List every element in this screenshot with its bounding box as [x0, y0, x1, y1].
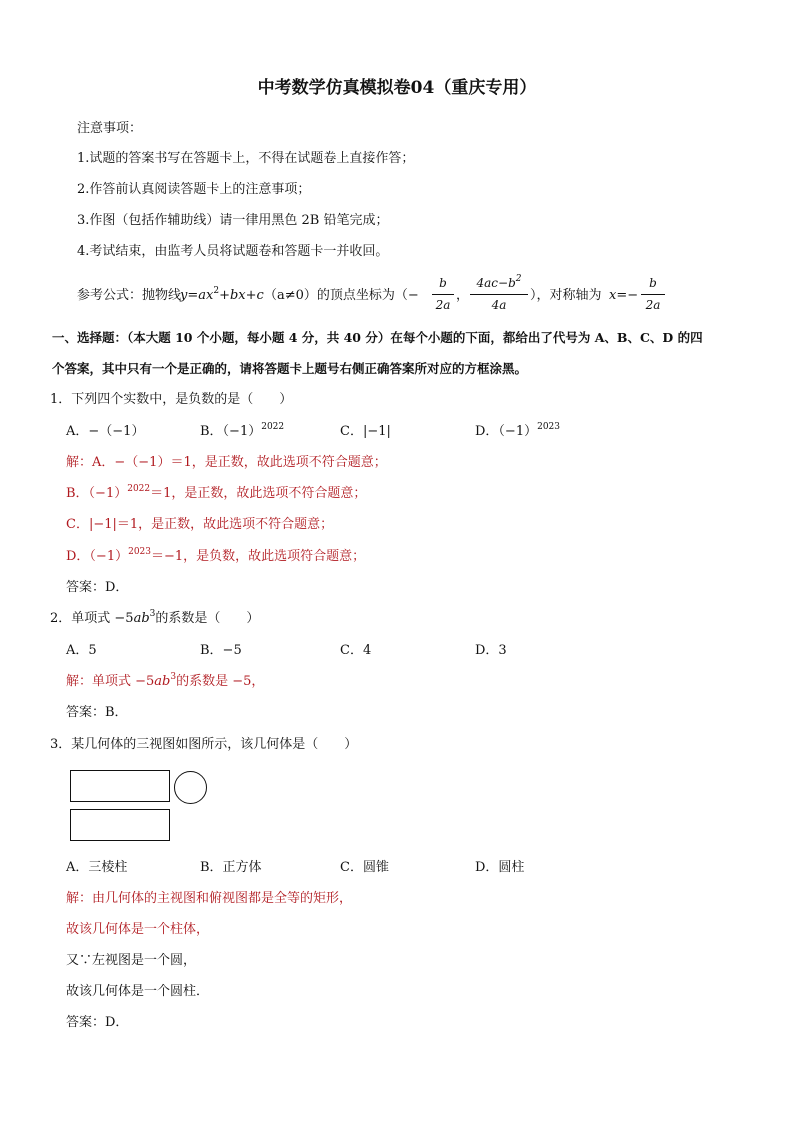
q3-option-b: B．正方体	[200, 860, 262, 875]
notice-item-2: 2.作答前认真阅读答题卡上的注意事项；	[77, 182, 311, 197]
formula-equals: =	[187, 288, 199, 303]
q1-option-a: A．−（−1）	[66, 424, 145, 439]
vertex-y-numerator: $4ac-b^2$	[476, 274, 522, 290]
q3-answer: 答案：D．	[66, 1015, 129, 1030]
q1-solution-d: D．$(-1)^{2023}=-1$，是负数，故此选项符合题意；	[66, 547, 366, 564]
formula-rest: +bx+c	[219, 288, 264, 303]
notice-heading: 注意事项：	[77, 121, 143, 136]
axis-numerator: b	[649, 276, 657, 290]
formula-axis-equation: x=−	[609, 288, 639, 303]
q3-stem: 3．某几何体的三视图如图所示，该几何体是（ ）	[50, 737, 358, 752]
vertex-y-denominator: 4a	[491, 298, 507, 312]
formula-square: 2	[213, 286, 220, 296]
notice-item-3: 3.作图（包括作辅助线）请一律用黑色 2B 铅笔完成；	[77, 213, 389, 228]
q1-solution-b: B．$(-1)^{2022}=1$，是正数，故此选项不符合题意；	[66, 484, 367, 501]
q2-option-b: B．−5	[200, 643, 242, 658]
q2-stem: 2．单项式 $-5ab^3$的系数是（ ）	[50, 609, 260, 626]
formula-equation	[180, 288, 264, 304]
vertex-x-numerator: b	[439, 276, 447, 290]
q3-option-d: D．圆柱	[475, 860, 525, 875]
q2-option-a: A．5	[66, 643, 97, 658]
q2-solution: 解：单项式 $-5ab^3$的系数是 −5，	[66, 672, 265, 689]
q1-solution-a: 解：A．−（−1）＝1，是正数，故此选项不符合题意；	[66, 455, 387, 470]
q3-option-c: C．圆锥	[340, 860, 389, 875]
q2-option-c: C．4	[340, 643, 372, 658]
formula-comma: ，	[456, 288, 470, 303]
vertex-y-fraction-bar	[470, 294, 528, 295]
section-heading-line1: 一、选择题：（本大题 10 个小题，每小题 4 分，共 40 分）在每个小题的下面，都给出了代号为 A、B、C、D 的四	[52, 330, 703, 345]
q1-option-c: C．|−1|	[340, 424, 391, 439]
axis-fraction-bar	[641, 294, 665, 295]
front-view-rectangle	[70, 770, 170, 802]
vertex-x-fraction-bar	[432, 294, 454, 295]
page-title: 中考数学仿真模拟卷04（重庆专用）	[257, 78, 537, 98]
q1-option-b: B．$(-1)^{2022}$	[200, 422, 285, 439]
axis-denominator: 2a	[645, 298, 661, 312]
q3-solution-line-2: 故该几何体是一个柱体，	[66, 922, 210, 937]
q2-option-d: D．3	[475, 643, 507, 658]
formula-ax: ax	[198, 288, 214, 303]
q1-option-d: D．$(-1)^{2023}$	[475, 422, 560, 439]
q1-solution-c: C．|−1|＝1，是正数，故此选项不符合题意；	[66, 517, 334, 532]
q1-answer: 答案：D．	[66, 580, 129, 595]
formula-lead: 参考公式：抛物线	[77, 288, 182, 303]
q3-solution-line-3: 又∵左视图是一个圆，	[66, 953, 197, 968]
formula-y: y	[180, 288, 188, 303]
q1-stem: 1．下列四个实数中，是负数的是（ ）	[50, 392, 293, 407]
q3-solution-line-4: 故该几何体是一个圆柱．	[66, 984, 210, 999]
side-view-circle	[174, 771, 207, 804]
section-heading-line2: 个答案，其中只有一个是正确的，请将答题卡上题号右侧正确答案所对应的方框涂黑。	[52, 361, 528, 376]
q3-option-a: A．三棱柱	[66, 860, 128, 875]
q2-answer: 答案：B．	[66, 705, 128, 720]
vertex-x-denominator: 2a	[435, 298, 451, 312]
q3-solution-line-1: 解：由几何体的主视图和俯视图都是全等的矩形，	[66, 891, 353, 906]
formula-condition: （a≠0）的顶点坐标为（−	[264, 288, 419, 303]
notice-item-4: 4.考试结束，由监考人员将试题卷和答题卡一并收回。	[77, 244, 389, 259]
formula-axis-text: ），对称轴为	[530, 288, 602, 303]
top-view-rectangle	[70, 809, 170, 841]
notice-item-1: 1.试题的答案书写在答题卡上，不得在试题卷上直接作答；	[77, 151, 415, 166]
